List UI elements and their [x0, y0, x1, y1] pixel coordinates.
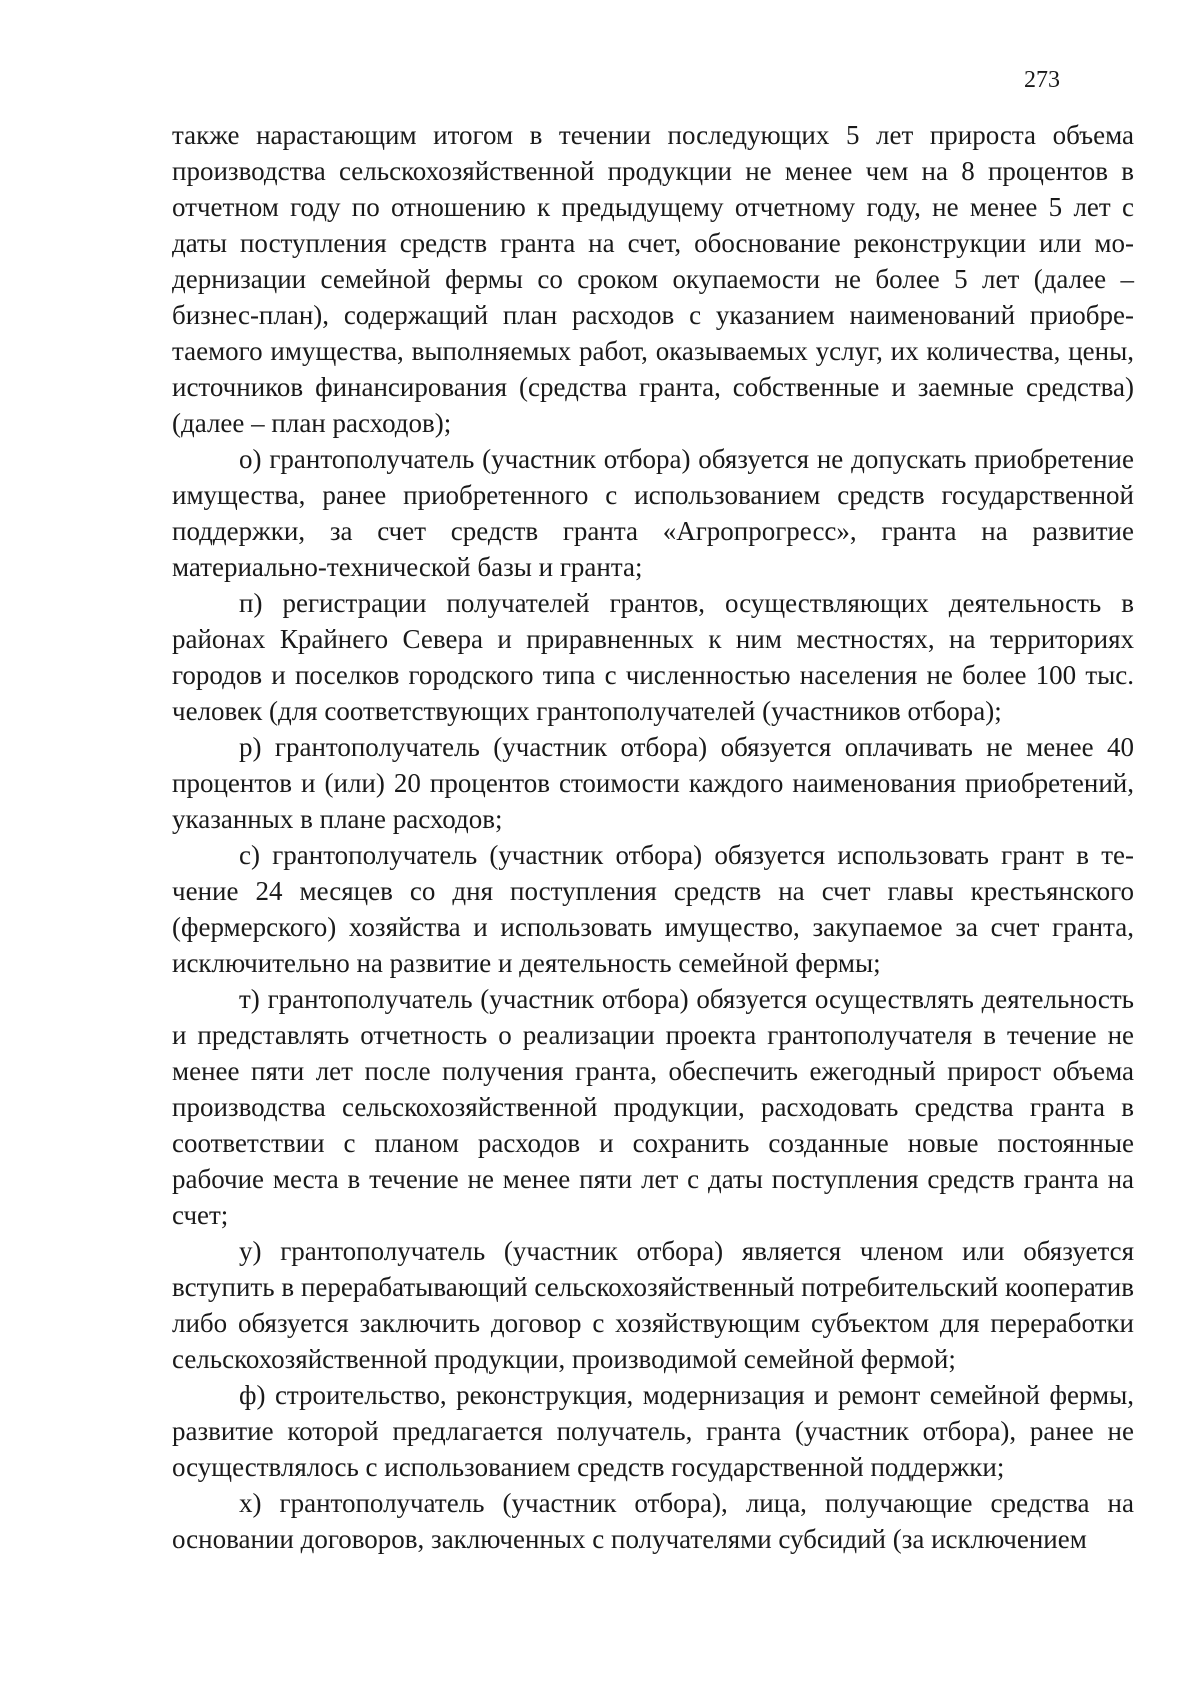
paragraph-item-u: у) грантополучатель (участник отбора) является членом или обязуется вступить в перерабатывающий сельскохозяйственный потребительский кооператив либо обязуется заключить договор с хозяйствующим субъектом для переработки сельскохозяйственной продукции, производимой семейной фермой;: [172, 1236, 1134, 1374]
paragraph-item-s: с) грантополучатель (участник отбора) обязуется использовать грант в течение 24 месяцев со дня поступления средств на счет главы крестьянского (фермерского) хозяйства и использовать имущество, закупаемое за счет гранта, исключительно на развитие и деятельность семейной фермы;: [172, 840, 1134, 978]
page-number: 273: [1024, 67, 1060, 93]
paragraph-item-kh: х) грантополучатель (участник отбора), лица, получающие средства на основании договоров, заключенных с получателями субсидий (за исключением: [172, 1488, 1134, 1554]
paragraph-item-f: ф) строительство, реконструкция, модернизация и ремонт семейной фермы, развитие которой предлагается получатель, гранта (участник отбора), ранее не осуществлялось с использованием средств государственной поддержки;: [172, 1380, 1134, 1482]
paragraph-item-o: о) грантополучатель (участник отбора) обязуется не допускать приобретение имущества, ранее приобретенного с использованием средств государственной поддержки, за счет средств гранта «Агропрогресс», гранта на развитие материально-технической базы и гранта;: [172, 444, 1134, 582]
paragraph-continuation: также нарастающим итогом в течении последующих 5 лет прироста объема производства сельскохозяйственной продукции не менее чем на 8 процентов в отчетном году по отношению к предыдущему отчетному году, не менее 5 лет с даты поступления средств гранта на счет, обоснование реконструкции или модернизации семейной фермы со сроком окупаемости не более 5 лет (далее – бизнес-план), содержащий план расходов с указанием наименований приобретаемого имущества, выполняемых работ, оказываемых услуг, их количества, цены, источников финансирования (средства гранта, собственные и заемные средства) (далее – план расходов);: [172, 120, 1134, 438]
paragraph-item-p: п) регистрации получателей грантов, осуществляющих деятельность в районах Крайнего Севера и приравненных к ним местностях, на территориях городов и поселков городского типа с численностью населения не более 100 тыс. человек (для соответствующих грантополучателей (участников отбора);: [172, 588, 1134, 726]
paragraph-item-t: т) грантополучатель (участник отбора) обязуется осуществлять деятельность и представлять отчетность о реализации проекта грантополучателя в течение не менее пяти лет после получения гранта, обеспечить ежегодный прирост объема производства сельскохозяйственной продукции, расходовать средства гранта в соответствии с планом расходов и сохранить созданные новые постоянные рабочие места в течение не менее пяти лет с даты поступления средств гранта на счет;: [172, 984, 1134, 1230]
body-text: [172, 117, 1134, 1557]
paragraph-item-r: р) грантополучатель (участник отбора) обязуется оплачивать не менее 40 процентов и (или) 20 процентов стоимости каждого наименования приобретений, указанных в плане расходов;: [172, 732, 1134, 834]
